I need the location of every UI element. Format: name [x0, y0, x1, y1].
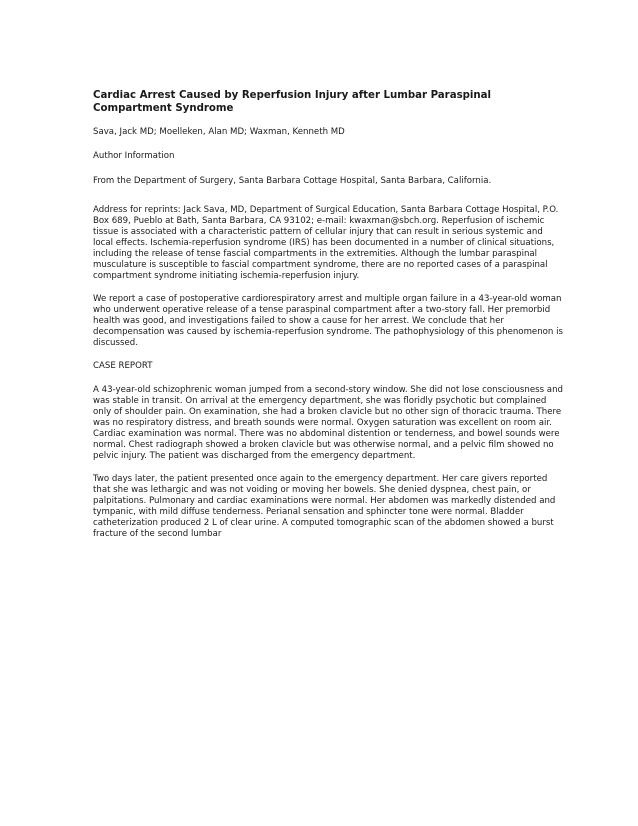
- section-heading-case-report: CASE REPORT: [93, 361, 153, 371]
- author-list: Sava, Jack MD; Moelleken, Alan MD; Waxman, Kenneth MD: [93, 127, 345, 137]
- document-page: [93, 89, 563, 552]
- article-title: Cardiac Arrest Caused by Reperfusion Injury after Lumbar Paraspinal Compartment Syndrome: [93, 90, 492, 114]
- case-paragraph-2: Two days later, the patient presented once again to the emergency department. Her care givers reported that she was lethargic and was not voiding or moving her bowels. She denied dyspnea, chest pain, or palpitations. Pulmonary and cardiac examinations were normal. Her abdomen was markedly distended and tympanic, with mild diffuse tenderness. Perianal sensation and sphincter tone were normal. Bladder catheterization produced 2 L of clear urine. A computed tomographic scan of the abdomen showed a burst fracture of the second lumbar: [93, 474, 556, 539]
- affiliation: From the Department of Surgery, Santa Barbara Cottage Hospital, Santa Barbara, California.: [93, 176, 492, 186]
- author-information-label: Author Information: [93, 151, 175, 161]
- case-paragraph-1: A 43-year-old schizophrenic woman jumped from a second-story window. She did not lose consciousness and was stable in transit. On arrival at the emergency department, she was floridly psychotic but complained only of shoulder pain. On examination, she had a broken clavicle but no other sign of thoracic trauma. There was no respiratory distress, and breath sounds were normal. Oxygen saturation was excellent on room air. Cardiac examination was normal. There was no abdominal distention or tenderness, and bowel sounds were normal. Chest radiograph showed a broken clavicle but was otherwise normal, and a pelvic film showed no pelvic injury. The patient was discharged from the emergency department.: [93, 385, 563, 461]
- abstract-paragraph-1: Address for reprints: Jack Sava, MD, Department of Surgical Education, Santa Barbara Cottage Hospital, P.O. Box 689, Pueblo at Bath, Santa Barbara, CA 93102; e-mail: kwaxman@sbch.org. Reperfusion of ischemic tissue is associated with a characteristic pattern of cellular injury that can result in serious systemic and local effects. Ischemia-reperfusion syndrome (IRS) has been documented in a number of clinical situations, including the release of tense fascial compartments in the extremities. Although the lumbar paraspinal musculature is susceptible to fascial compartment syndrome, there are no reported cases of a paraspinal compartment syndrome initiating ischemia-reperfusion injury.: [93, 205, 559, 281]
- abstract-paragraph-2: We report a case of postoperative cardiorespiratory arrest and multiple organ failure in a 43-year-old woman who underwent operative release of a tense paraspinal compartment after a two-story fall. Her premorbid health was good, and investigations failed to show a cause for her arrest. We conclude that her decompensation was caused by ischemia-reperfusion syndrome. The pathophysiology of this phenomenon is discussed.: [93, 294, 563, 348]
